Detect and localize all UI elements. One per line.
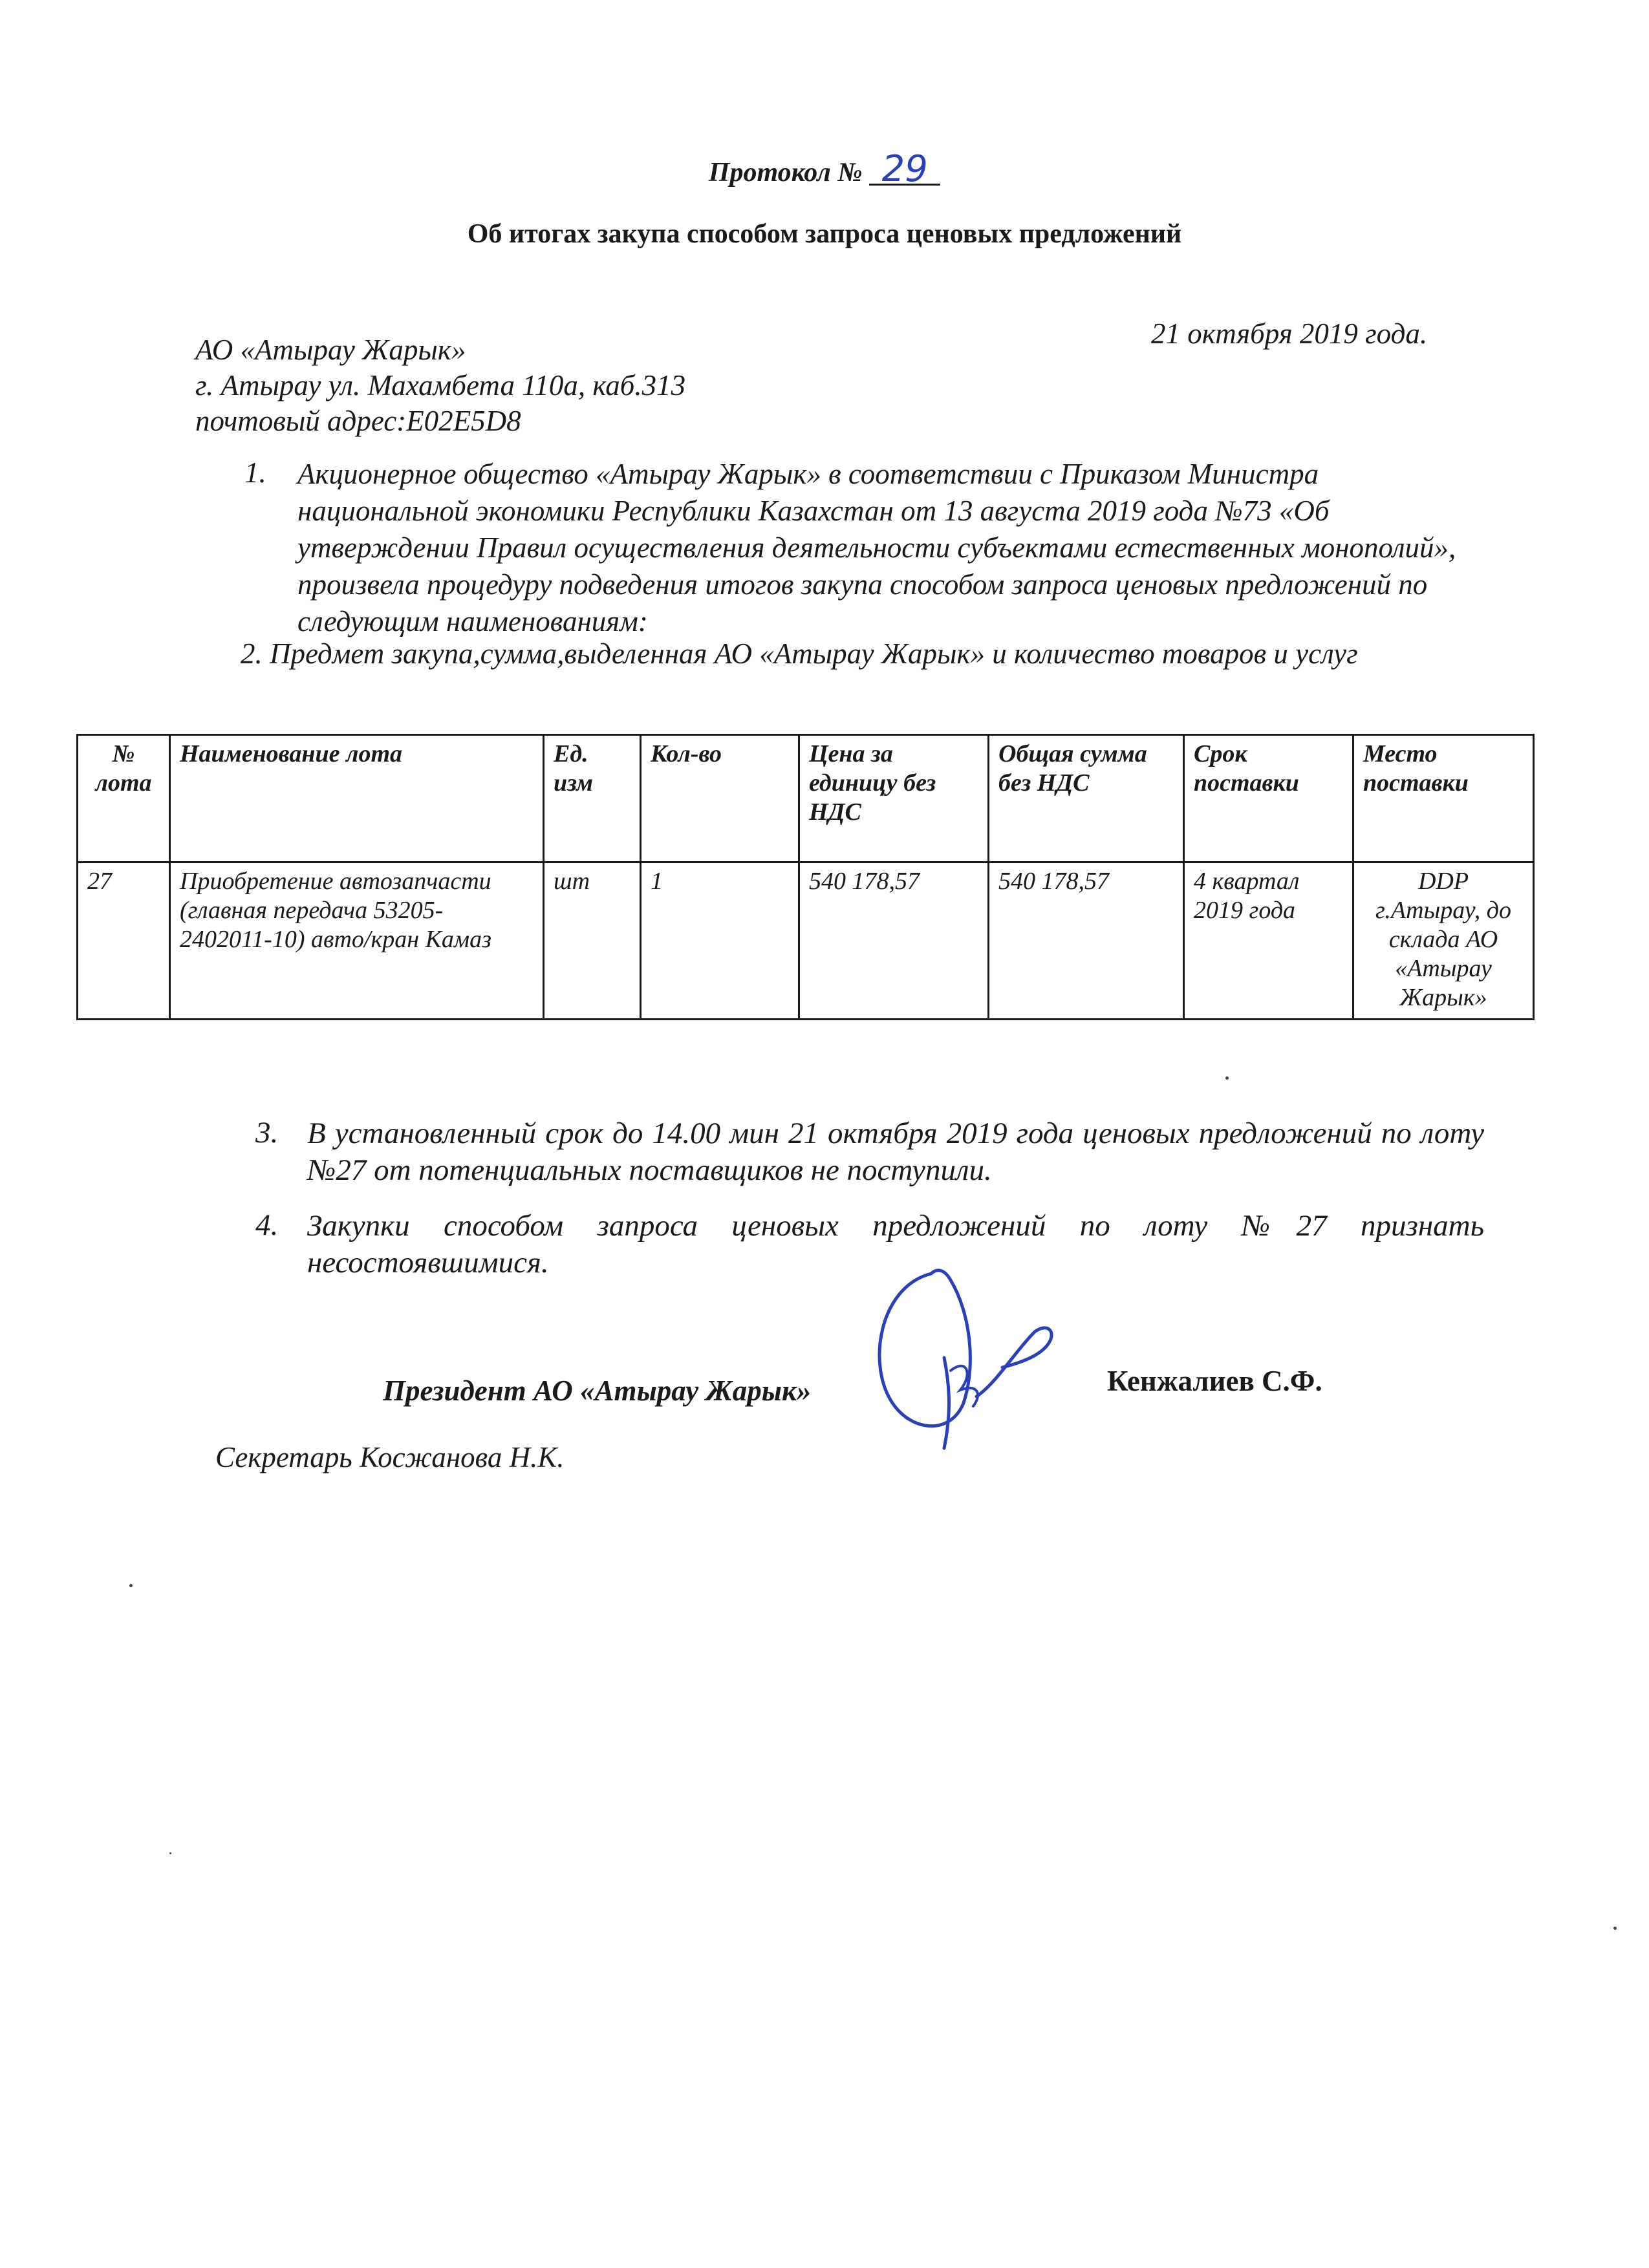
col-header-total: Общая сумма без НДС bbox=[989, 735, 1184, 862]
col-header-lot-name: Наименование лота bbox=[170, 735, 544, 862]
scan-speck bbox=[169, 1852, 171, 1854]
table-row bbox=[78, 862, 1534, 1020]
item-1-line: Акционерное общество «Атырау Жарык» в соответствии с Приказом Министра bbox=[297, 458, 1319, 490]
item-2-text: 2. Предмет закупа,сумма,выделенная АО «Атырау Жарык» и количество товаров и услуг bbox=[241, 637, 1358, 670]
org-name: АО «Атырау Жарык» bbox=[195, 334, 466, 366]
cell-unit: шт bbox=[544, 862, 641, 1020]
cell-delivery-term: 4 квартал 2019 года bbox=[1184, 862, 1353, 1020]
col-header-quantity: Кол-во bbox=[641, 735, 799, 862]
item-1-line: национальной экономики Республики Казахстан от 13 августа 2019 года №73 «Об bbox=[297, 495, 1330, 527]
document-date: 21 октября 2019 года. bbox=[1151, 317, 1428, 350]
cell-lot-number: 27 bbox=[78, 862, 170, 1020]
lot-table bbox=[76, 734, 1535, 1020]
protocol-number: 29 bbox=[869, 155, 940, 186]
col-header-unit-price: Цена за единицу без НДС bbox=[799, 735, 989, 862]
item-1-number: 1. bbox=[244, 456, 266, 489]
president-name: Кенжалиев С.Ф. bbox=[1107, 1365, 1322, 1397]
scan-speck bbox=[1613, 1927, 1617, 1930]
org-postal: почтовый адрес:Е02Е5D8 bbox=[195, 405, 521, 437]
table-header-row bbox=[78, 735, 1534, 862]
item-1-line: следующим наименованиям: bbox=[297, 605, 648, 637]
cell-delivery-place: DDP г.Атырау, до склада АО «Атырау Жарык» bbox=[1353, 862, 1534, 1020]
page-subtitle: Об итогах закупа способом запроса ценовых предложений bbox=[467, 219, 1182, 249]
cell-quantity: 1 bbox=[641, 862, 799, 1020]
cell-lot-name: Приобретение автозапчасти (главная передача 53205-2402011-10) авто/кран Камаз bbox=[170, 862, 544, 1020]
org-address: г. Атырау ул. Махамбета 110а, каб.313 bbox=[195, 369, 686, 401]
secretary: Секретарь Косжанова Н.К. bbox=[215, 1441, 565, 1473]
item-1-line: утверждении Правил осуществления деятельности субъектами естественных монополий», bbox=[297, 531, 1456, 564]
item-4-text: Закупки способом запроса ценовых предложений по лоту №27 признать несостоявшимися. bbox=[307, 1209, 1484, 1279]
item-1-line: произвела процедуру подведения итогов закупа способом запроса ценовых предложений по bbox=[297, 568, 1428, 601]
item-3-text: В установленный срок до 14.00 мин 21 октября 2019 года ценовых предложений по лоту №27 от потенциальных поставщиков не поступили. bbox=[307, 1117, 1484, 1187]
col-header-unit: Ед. изм bbox=[544, 735, 641, 862]
item-4-number: 4. bbox=[255, 1208, 279, 1242]
item-3-number: 3. bbox=[255, 1116, 279, 1150]
page-title bbox=[0, 148, 1649, 190]
scan-speck bbox=[1225, 1076, 1229, 1080]
col-header-delivery-place: Место поставки bbox=[1353, 735, 1534, 862]
item-1-text bbox=[297, 456, 1539, 640]
scan-speck bbox=[129, 1584, 133, 1587]
president-title: Президент АО «Атырау Жарык» bbox=[383, 1375, 812, 1407]
col-header-lot-number: № лота bbox=[78, 735, 170, 862]
col-header-delivery-term: Срок поставки bbox=[1184, 735, 1353, 862]
cell-total: 540 178,57 bbox=[989, 862, 1184, 1020]
title-prefix: Протокол № bbox=[708, 158, 863, 187]
cell-unit-price: 540 178,57 bbox=[799, 862, 989, 1020]
signature-image bbox=[854, 1261, 1086, 1455]
